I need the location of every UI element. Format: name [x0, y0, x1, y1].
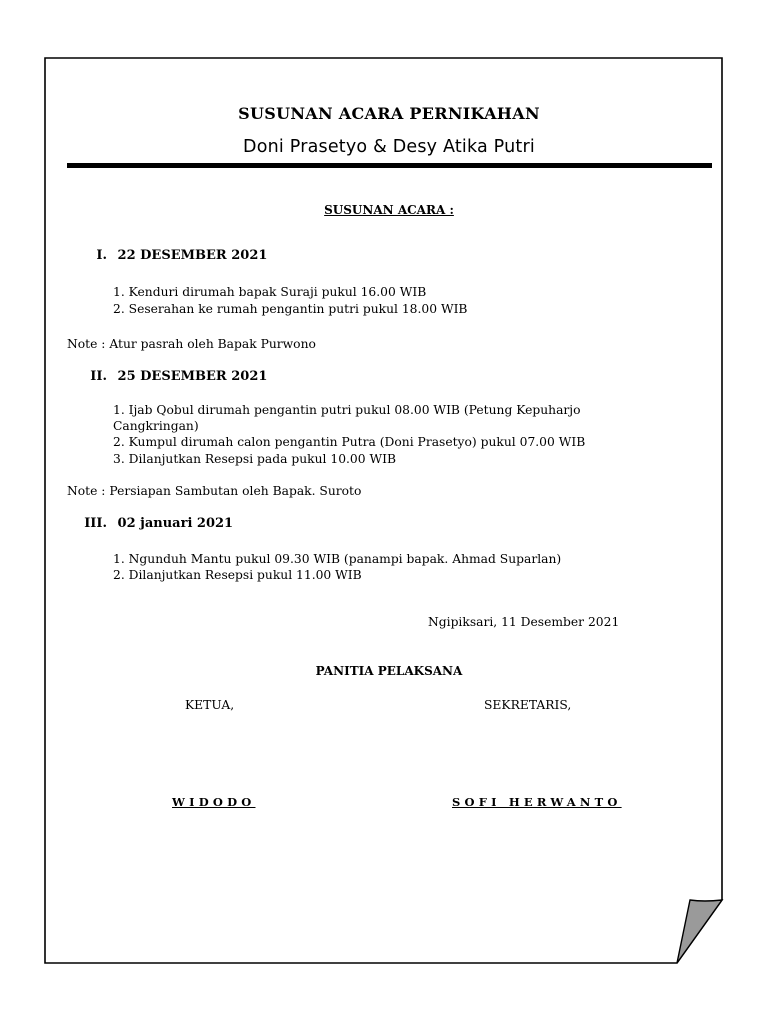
section-1-numeral: I. [96, 248, 107, 263]
chair-role: KETUA, [185, 698, 235, 712]
section-3-heading [78, 516, 233, 531]
section-2-heading [80, 369, 267, 384]
place-and-date: Ngipiksari, 11 Desember 2021 [428, 615, 620, 629]
section-2-note: Note : Persiapan Sambutan oleh Bapak. Suroto [67, 484, 362, 498]
section-2-item: Cangkringan) [113, 419, 199, 433]
secretary-role: SEKRETARIS, [484, 698, 572, 712]
section-2-item: 1. Ijab Qobul dirumah pengantin putri pukul 08.00 WIB (Petung Kepuharjo [113, 403, 581, 417]
section-2-item: 2. Kumpul dirumah calon pengantin Putra (Doni Prasetyo) pukul 07.00 WIB [113, 435, 586, 449]
section-2-date: 25 DESEMBER 2021 [117, 369, 268, 384]
section-1-item: 1. Kenduri dirumah bapak Suraji pukul 16.00 WIB [113, 285, 427, 299]
section-3-date: 02 januari 2021 [117, 516, 234, 531]
section-2-numeral: II. [90, 369, 107, 384]
committee-heading: PANITIA PELAKSANA [315, 664, 463, 678]
section-2-item: 3. Dilanjutkan Resepsi pada pukul 10.00 WIB [113, 452, 397, 466]
chair-name: WIDODO [172, 795, 256, 809]
section-3-item: 1. Ngunduh Mantu pukul 09.30 WIB (panampi bapak. Ahmad Suparlan) [113, 552, 562, 566]
title-divider [67, 163, 712, 168]
section-3-numeral: III. [84, 516, 107, 531]
section-1-note: Note : Atur pasrah oleh Bapak Purwono [67, 337, 316, 351]
section-1-heading [89, 248, 267, 263]
document-title: SUSUNAN ACARA PERNIKAHAN [238, 104, 540, 123]
couple-names: Doni Prasetyo & Desy Atika Putri [243, 137, 535, 157]
secretary-name: SOFI HERWANTO [452, 795, 622, 809]
section-1-date: 22 DESEMBER 2021 [117, 248, 268, 263]
section-1-item: 2. Seserahan ke rumah pengantin putri pukul 18.00 WIB [113, 302, 468, 316]
agenda-heading: SUSUNAN ACARA : [324, 203, 454, 217]
section-3-item: 2. Dilanjutkan Resepsi pukul 11.00 WIB [113, 568, 362, 582]
